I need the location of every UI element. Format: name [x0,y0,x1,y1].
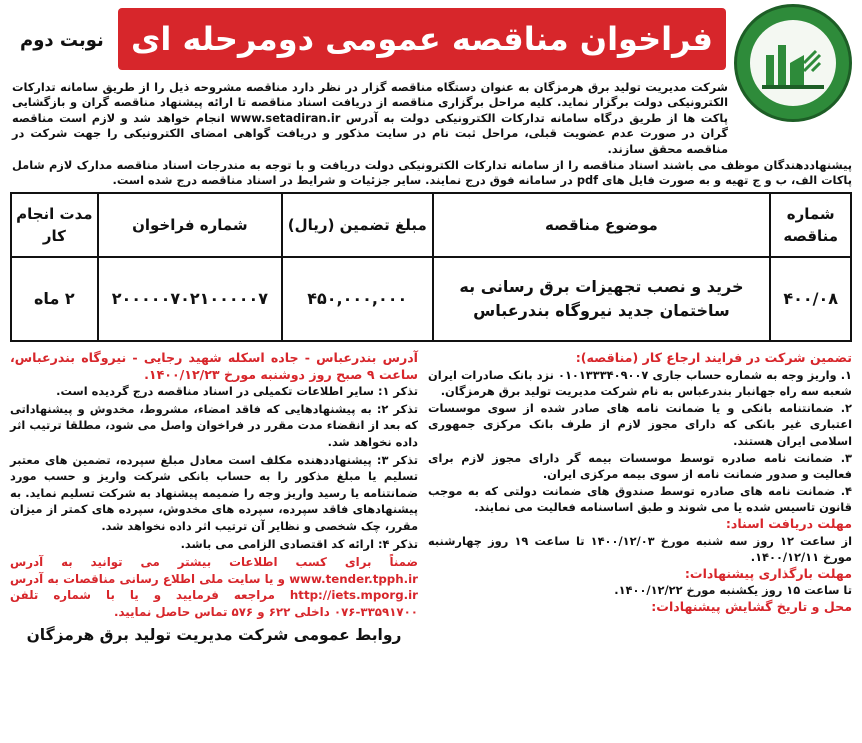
note-2: تذکر ۲: به پیشنهادهایی که فاقد امضاء، مشروط، مخدوش و پیشنهاداتی که بعد از انقضاء مدت مقرر در فراخوان واصل می شود، مطلقا ترتیب اثر داده نخواهد شد. [10,401,418,449]
note-3: تذکر ۳: پیشنهاددهنده مکلف است معادل مبلغ سپرده، تضمین های معتبر تسلیم یا مبلغ مذکور را به حساب بانکی شرکت واریز و حسب مورد ضمانتنامه یا رسید واریز وجه را ضمیمه پیشنهاد به شرکت تسلیم نماید. به پیشنهادهای فاقد سپرده، سپرده های مخدوش، سپرده های کمتر از میزان مقرر، چک شخصی و نظایر آن ترتیب اثر داده نخواهد شد. [10,452,418,533]
document-deadline-text: از ساعت ۱۲ روز سه شنبه مورخ ۱۴۰۰/۱۲/۰۳ تا ساعت ۱۹ روز چهارشنبه مورخ ۱۴۰۰/۱۲/۱۱. [428,533,852,565]
cell-subject: خرید و نصب تجهیزات برق رسانی به ساختمان جدید نیروگاه بندرعباس [433,257,771,341]
table-header-row [11,193,851,257]
cell-guarantee-amount: ۴۵۰,۰۰۰,۰۰۰ [282,257,432,341]
contact-info: ضمناً برای کسب اطلاعات بیشتر می توانید به آدرس www.tender.tpph.ir و یا سایت ملی اطلاع رسانی مناقصات به آدرس http://iets.mporg.ir مراجعه فرمایید و یا با شماره تلفن ۳۳۵۹۱۷۰۰-۰۷۶ داخلی ۶۲۲ و ۵۷۶ تماس حاصل نمایید. [10,555,418,619]
guarantee-column [428,350,852,616]
company-logo [734,4,852,122]
title-banner [118,8,726,70]
document-deadline-title: مهلت دریافت اسناد: [725,515,852,531]
header-guarantee-amount: مبلغ تضمین (ریال) [282,193,432,257]
intro-paragraph-2: پیشنهاددهندگان موظف می باشند اسناد مناقصه را از سامانه تدارکات الکترونیکی دولت دریافت و با توجه به مندرجات اسناد مناقصه مدارک لازم شامل پاکات الف، ب و ج تهیه و به صورت فایل های pdf در سامانه فوق درج نمایند. سایر جزئیات و شرایط در اسناد مناقصه درج شده است. [12,158,852,188]
upload-deadline-title: مهلت بارگذاری پیشنهادات: [684,565,852,581]
header-tender-no: شماره مناقصه [770,193,851,257]
upload-deadline-text: تا ساعت ۱۵ روز یکشنبه مورخ ۱۴۰۰/۱۲/۲۲. [614,583,852,598]
cell-call-number: ۲۰۰۰۰۰۷۰۲۱۰۰۰۰۰۷ [98,257,282,341]
cell-duration: ۲ ماه [11,257,98,341]
guarantee-item-4: ۴. ضمانت نامه های صادره توسط صندوق های ضمانت دولتی که به موجب قانون تاسیس شده یا می شوند و طبق اساسنامه فعالیت می نمایند. [428,483,852,515]
header-duration: مدت انجام کار [11,193,98,257]
opening-address: آدرس بندرعباس - جاده اسکله شهید رجایی - نیروگاه بندرعباس، ساعت ۹ صبح روز دوشنبه مورخ ۱۴۰۰/۱۲/۲۳. [10,350,418,382]
notes-column [10,350,418,643]
page-title: فراخوان مناقصه عمومی دومرحله ای [131,20,713,58]
header [0,0,862,78]
guarantee-item-1: ۱. واریز وجه به شماره حساب جاری ۰۱۰۱۳۳۳۴۰۹۰۰۷ نزد بانک صادرات ایران شعبه سه راه جهانبار بندرعباس به نام شرکت مدیریت تولید برق هرمزگان. [428,367,852,399]
header-subject: موضوع مناقصه [433,193,771,257]
opening-title: محل و تاریخ گشایش پیشنهادات: [651,598,852,614]
intro-paragraph: شرکت مدیریت تولید برق هرمزگان به عنوان دستگاه مناقصه گزار در نظر دارد مناقصه مشروحه ذیل را از طریق سامانه تدارکات الکترونیکی دولت برگزار نماید. کلیه مراحل برگزاری مناقصه از دریافت اسناد مناقصه تا ارائه پیشنهاد مناقصه گران و بازگشایی پاکت ها از طریق درگاه سامانه تدارکات الکترونیکی دولت به آدرس www.setadiran.ir انجام خواهد شد و لازم است مناقصه گران در صورت عدم عضویت قبلی، مراحل ثبت نام در سایت مذکور و دریافت گواهی امضای الکترونیکی را جهت شرکت در مناقصه محقق سازند. [12,80,728,156]
guarantee-item-3: ۳. ضمانت نامه صادره توسط موسسات بیمه گر دارای مجوز لازم برای فعالیت و صدور ضمانت نامه از سوی بیمه مرکزی ایران. [428,450,852,482]
tender-table [10,192,852,342]
cell-tender-no: ۴۰۰/۰۸ [770,257,851,341]
round-label: نوبت دوم [20,30,104,51]
note-4: تذکر ۴: ارائه کد اقتصادی الزامی می باشد. [180,536,418,551]
note-1: تذکر ۱: سایر اطلاعات تکمیلی در اسناد مناقصه درج گردیده است. [56,384,418,399]
table-row [11,257,851,341]
signature: روابط عمومی شرکت مدیریت تولید برق هرمزگان [26,625,402,644]
header-call-number: شماره فراخوان [98,193,282,257]
guarantee-item-2: ۲. ضمانتنامه بانکی و یا ضمانت نامه های صادر شده از سوی موسسات اعتباری غیر بانکی که دارای مجوز لازم از طرف بانک مرکزی جمهوری اسلامی ایران هستند. [428,400,852,448]
guarantee-title: تضمین شرکت در فرایند ارجاع کار (مناقصه): [575,350,852,365]
power-plant-icon [750,20,836,106]
